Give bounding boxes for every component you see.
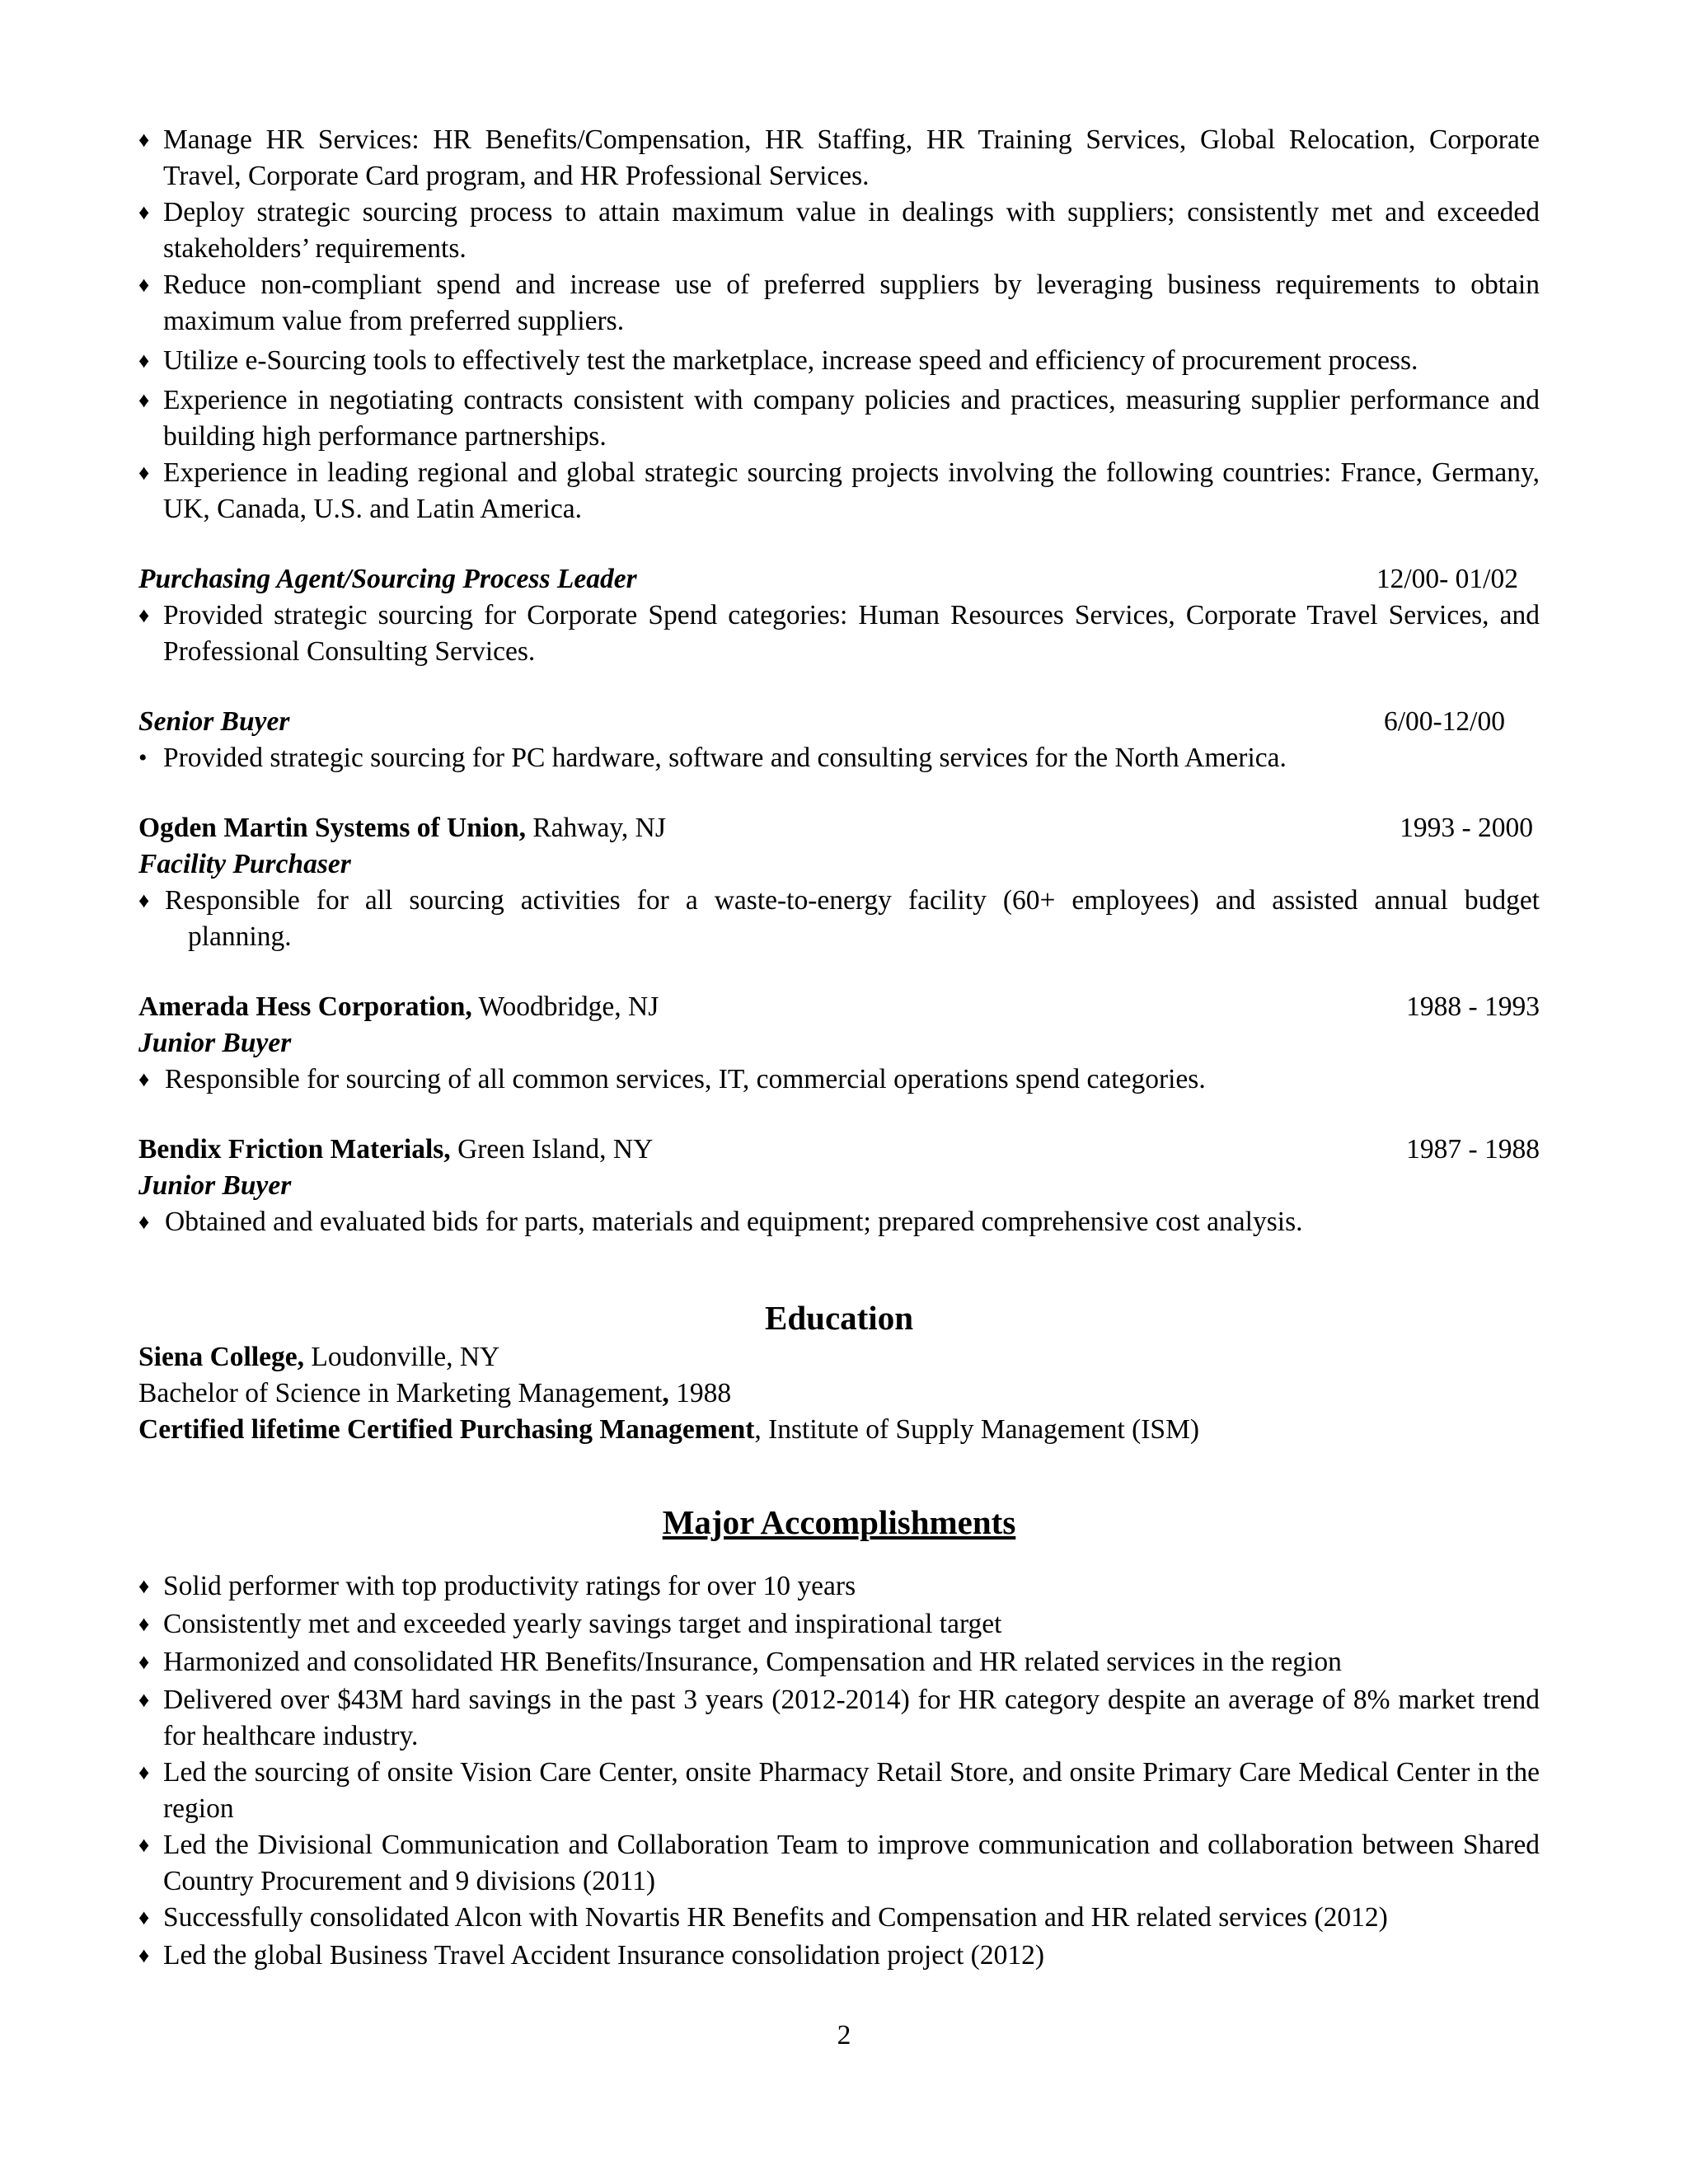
job-entry-ogden-martin bbox=[138, 810, 1540, 955]
certification-line bbox=[138, 1412, 1540, 1448]
job-title: Junior Buyer bbox=[138, 1170, 292, 1201]
job-header bbox=[138, 561, 1540, 598]
job-entry-amerada-hess bbox=[138, 989, 1540, 1098]
bullet-text: Provided strategic sourcing for PC hardware, software and consulting services for the North America. bbox=[163, 743, 1287, 773]
job-dates: 6/00-12/00 bbox=[1383, 706, 1505, 737]
bullet-text: Manage HR Services: HR Benefits/Compensation, HR Staffing, HR Training Services, Global Relocation, Corporate Travel, Corporate Card program, and HR Professional Services. bbox=[163, 124, 1540, 191]
job-entry-bendix bbox=[138, 1132, 1540, 1240]
job-dates: 1988 - 1993 bbox=[1406, 991, 1540, 1022]
job-header bbox=[138, 989, 1540, 1025]
spacer bbox=[138, 527, 1540, 561]
degree-comma: , bbox=[662, 1378, 669, 1408]
intro-bullet-list bbox=[138, 122, 1540, 527]
diamond-bullet-icon: ♦ bbox=[138, 273, 150, 297]
list-item bbox=[138, 1606, 1540, 1643]
bullet-text: Harmonized and consolidated HR Benefits/Insurance, Compensation and HR related services in the region bbox=[163, 1647, 1342, 1677]
bullet-text: Utilize e-Sourcing tools to effectively test the marketplace, increase speed and efficiency of procurement process. bbox=[163, 345, 1418, 376]
company-name: Bendix Friction Materials, bbox=[138, 1134, 451, 1165]
diamond-bullet-icon: ♦ bbox=[138, 1760, 150, 1784]
page-number: 2 bbox=[837, 2020, 851, 2050]
job-title: Facility Purchaser bbox=[138, 849, 351, 879]
job-dates: 1987 - 1988 bbox=[1406, 1134, 1540, 1165]
spacer bbox=[138, 1098, 1540, 1132]
bullet-text: Provided strategic sourcing for Corporate Spend categories: Human Resources Services, Corporate Travel Services, and Professional Consulting Services. bbox=[163, 600, 1540, 667]
school-line bbox=[138, 1339, 1540, 1376]
bullet-text-line: Responsible for all sourcing activities for a waste-to-energy facility (60+ employees) and assisted annual budget bbox=[165, 885, 1540, 916]
company-line bbox=[138, 810, 666, 846]
diamond-bullet-icon: ♦ bbox=[138, 888, 150, 912]
company-location: Rahway, NJ bbox=[525, 813, 666, 843]
spacer bbox=[138, 1448, 1540, 1501]
bullet-text: Led the Divisional Communication and Collaboration Team to improve communication and collaboration between Shared Country Procurement and 9 divisions (2011) bbox=[163, 1830, 1540, 1896]
list-item bbox=[138, 1568, 1540, 1605]
bullet-text: Successfully consolidated Alcon with Novartis HR Benefits and Compensation and HR related services (2012) bbox=[163, 1902, 1388, 1933]
diamond-bullet-icon: ♦ bbox=[138, 349, 150, 373]
diamond-bullet-icon: ♦ bbox=[138, 388, 150, 412]
spacer bbox=[138, 776, 1540, 810]
diamond-bullet-icon: ♦ bbox=[138, 1943, 150, 1967]
list-item bbox=[138, 1204, 1540, 1240]
bullet-text: Led the global Business Travel Accident Insurance consolidation project (2012) bbox=[163, 1940, 1044, 1971]
education-section bbox=[138, 1296, 1540, 1448]
bullet-text: Consistently met and exceeded yearly savings target and inspirational target bbox=[163, 1609, 1002, 1639]
job-header bbox=[138, 810, 1540, 846]
certification-name: Certified lifetime Certified Purchasing Management bbox=[138, 1414, 755, 1445]
spacer bbox=[138, 1544, 1540, 1568]
job-dates: 12/00- 01/02 bbox=[1376, 564, 1518, 594]
bullet-text bbox=[165, 883, 1540, 955]
company-location: Green Island, NY bbox=[450, 1134, 654, 1165]
spacer bbox=[138, 1240, 1540, 1296]
list-item bbox=[138, 343, 1540, 379]
school-location: Loudonville, NY bbox=[303, 1342, 500, 1372]
resume-page bbox=[138, 122, 1540, 1974]
job-header bbox=[138, 1132, 1540, 1168]
list-item bbox=[138, 267, 1540, 340]
accomplishments-section bbox=[138, 1501, 1540, 1974]
list-item bbox=[138, 455, 1540, 527]
job-title: Junior Buyer bbox=[138, 1028, 292, 1058]
company-name: Ogden Martin Systems of Union, bbox=[138, 813, 526, 843]
company-location: Woodbridge, NJ bbox=[471, 991, 659, 1022]
degree-year: 1988 bbox=[668, 1378, 732, 1408]
list-item bbox=[138, 1682, 1540, 1755]
diamond-bullet-icon: ♦ bbox=[138, 1833, 150, 1857]
spacer bbox=[138, 955, 1540, 989]
list-item bbox=[138, 1755, 1540, 1827]
company-line bbox=[138, 1132, 653, 1168]
job-entry-senior-buyer bbox=[138, 704, 1540, 776]
list-item bbox=[138, 122, 1540, 194]
list-item bbox=[138, 1900, 1540, 1936]
bullet-text: Led the sourcing of onsite Vision Care Center, onsite Pharmacy Retail Store, and onsite Primary Care Medical Center in the region bbox=[163, 1757, 1540, 1824]
list-item bbox=[138, 1827, 1540, 1900]
diamond-bullet-icon: ♦ bbox=[138, 1688, 150, 1712]
bullet-text: Delivered over $43M hard savings in the past 3 years (2012-2014) for HR category despite an average of 8% market trend for healthcare industry. bbox=[163, 1685, 1540, 1751]
bullet-text: Deploy strategic sourcing process to attain maximum value in dealings with suppliers; consistently met and exceeded stakeholders’ requirements. bbox=[163, 197, 1540, 264]
diamond-bullet-icon: ♦ bbox=[138, 1905, 150, 1929]
diamond-bullet-icon: ♦ bbox=[138, 1210, 150, 1234]
list-item bbox=[138, 598, 1540, 670]
bullet-text: Reduce non-compliant spend and increase use of preferred suppliers by leveraging business requirements to obtain maximum value from preferred suppliers. bbox=[163, 269, 1540, 336]
diamond-bullet-icon: ♦ bbox=[138, 1067, 150, 1091]
degree-line bbox=[138, 1376, 1540, 1412]
section-heading-accomplishments: Major Accomplishments bbox=[662, 1503, 1016, 1541]
diamond-bullet-icon: ♦ bbox=[138, 1650, 150, 1674]
list-item bbox=[138, 1938, 1540, 1974]
school-name: Siena College, bbox=[138, 1342, 304, 1372]
spacer bbox=[138, 670, 1540, 704]
diamond-bullet-icon: ♦ bbox=[138, 1574, 150, 1598]
bullet-text: Experience in leading regional and global strategic sourcing projects involving the following countries: France, Germany, UK, Canada, U.S. and Latin America. bbox=[163, 457, 1540, 524]
list-item bbox=[138, 194, 1540, 267]
list-item bbox=[138, 883, 1540, 955]
accomplishments-list bbox=[138, 1568, 1540, 1974]
job-title: Purchasing Agent/Sourcing Process Leader bbox=[138, 564, 637, 594]
bullet-text: Obtained and evaluated bids for parts, materials and equipment; prepared comprehensive cost analysis. bbox=[165, 1207, 1303, 1237]
diamond-bullet-icon: ♦ bbox=[138, 128, 150, 152]
list-item bbox=[138, 1062, 1540, 1098]
diamond-bullet-icon: ♦ bbox=[138, 461, 150, 485]
diamond-bullet-icon: ♦ bbox=[138, 200, 150, 224]
diamond-bullet-icon: ♦ bbox=[138, 1612, 150, 1636]
bullet-text: Solid performer with top productivity ratings for over 10 years bbox=[163, 1571, 856, 1601]
list-item bbox=[138, 740, 1540, 776]
list-item bbox=[138, 382, 1540, 455]
company-line bbox=[138, 989, 659, 1025]
section-heading-education: Education bbox=[765, 1299, 913, 1337]
bullet-text-line: planning. bbox=[188, 921, 292, 952]
bullet-text: Responsible for sourcing of all common services, IT, commercial operations spend categories. bbox=[165, 1064, 1206, 1094]
job-dates: 1993 - 2000 bbox=[1400, 813, 1533, 843]
certification-org: , Institute of Supply Management (ISM) bbox=[754, 1414, 1200, 1445]
job-entry-purchasing-agent bbox=[138, 561, 1540, 670]
job-title: Senior Buyer bbox=[138, 706, 290, 737]
diamond-bullet-icon: ♦ bbox=[138, 603, 150, 627]
degree-name: Bachelor of Science in Marketing Management bbox=[138, 1378, 663, 1408]
round-bullet-icon: • bbox=[138, 744, 148, 771]
bullet-text: Experience in negotiating contracts consistent with company policies and practices, measuring supplier performance and building high performance partnerships. bbox=[163, 385, 1540, 452]
company-name: Amerada Hess Corporation, bbox=[138, 991, 472, 1022]
list-item bbox=[138, 1644, 1540, 1680]
job-header bbox=[138, 704, 1540, 740]
